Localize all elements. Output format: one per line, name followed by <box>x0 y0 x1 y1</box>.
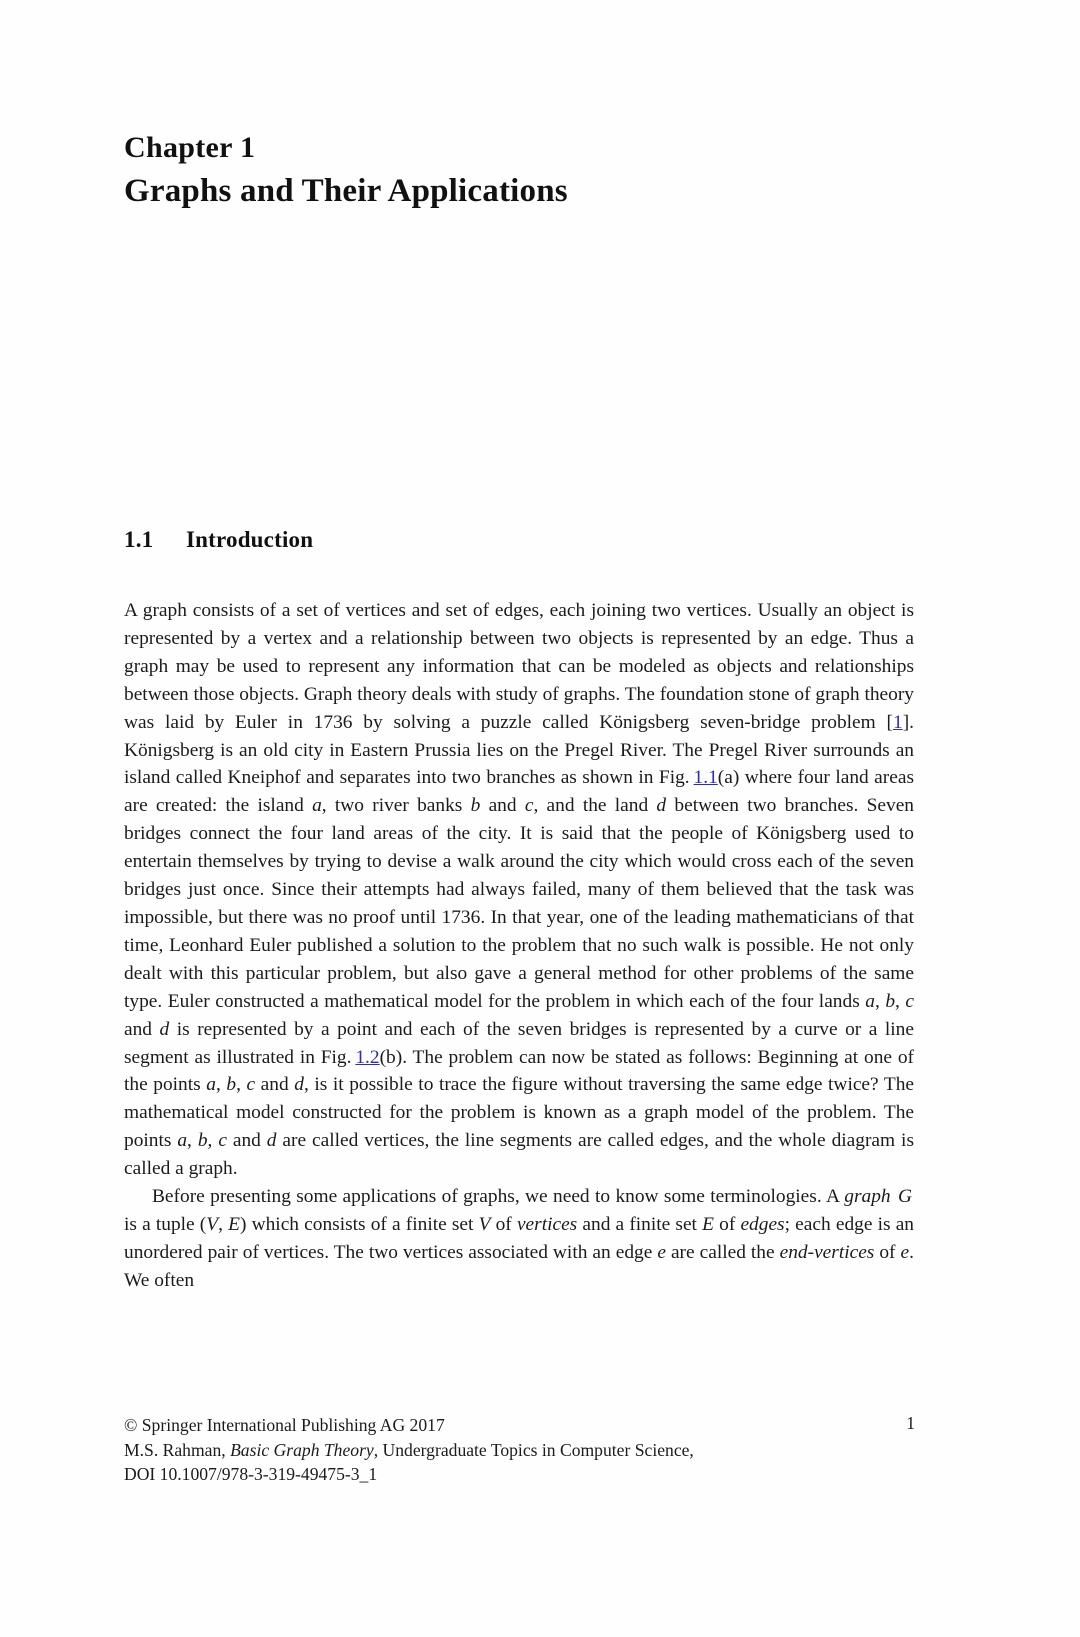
math-var-b-3: b <box>226 1074 237 1096</box>
math-var-a-4: a <box>177 1130 188 1152</box>
math-var-d-3: d <box>294 1074 304 1096</box>
para1-segment-3: (a) where four land areas are created: the island <box>124 767 914 817</box>
para1-segment-6: , and the land <box>533 795 657 817</box>
para1-segment-10: and <box>124 1018 160 1040</box>
math-var-b-2: b <box>885 990 896 1012</box>
chapter-heading <box>124 128 924 212</box>
para1-segment-9: , <box>895 990 906 1012</box>
page-footer <box>124 1413 914 1487</box>
page-number: 1 <box>906 1413 915 1433</box>
para1-segment-14: , <box>236 1074 247 1096</box>
para2-segment-12: . We often <box>124 1241 914 1291</box>
math-var-c-3: c <box>246 1074 256 1096</box>
para1-segment-17: , <box>187 1130 198 1152</box>
section-title: Introduction <box>186 527 314 552</box>
chapter-number: Chapter 1 <box>124 131 256 164</box>
math-var-G: G <box>897 1186 912 1208</box>
para1-segment-5: and <box>480 795 525 817</box>
term-end-vertices: end-vertices <box>779 1241 875 1263</box>
para1-segment-13: , <box>215 1074 227 1096</box>
para2-segment-8: of <box>713 1213 741 1235</box>
math-var-E-2: E <box>702 1213 714 1235</box>
math-var-d-2: d <box>159 1018 170 1040</box>
para2-segment-6: of <box>490 1213 517 1235</box>
para2-segment-4: , <box>218 1213 229 1235</box>
footer-copyright: © Springer International Publishing AG 2017 <box>124 1415 445 1435</box>
para2-segment-9: ; each edge is an unordered pair of vertices. The two vertices associated with an edge <box>124 1213 914 1263</box>
math-var-d-4: d <box>266 1130 277 1152</box>
footer-citation <box>124 1438 914 1463</box>
paragraph-terminology <box>124 1183 914 1295</box>
para2-segment-2 <box>891 1186 896 1207</box>
footer-citation-series: , Undergraduate Topics in Computer Science, <box>373 1439 694 1460</box>
footer-citation-title: Basic Graph Theory <box>230 1439 374 1460</box>
footer-citation-author: M.S. Rahman, <box>124 1439 231 1460</box>
math-var-e-2: e <box>900 1241 910 1263</box>
term-graph: graph <box>844 1186 891 1208</box>
math-var-E: E <box>228 1213 240 1235</box>
para2-segment-10: are called the <box>665 1241 780 1263</box>
math-var-V: V <box>206 1213 219 1235</box>
math-var-a: a <box>312 795 322 817</box>
section-number: 1.1 <box>124 527 154 552</box>
figure-link-1-1[interactable]: 1.1 <box>693 767 718 789</box>
term-vertices: vertices <box>516 1213 578 1235</box>
footer-doi: DOI 10.1007/978-3-319-49475-3_1 <box>124 1464 378 1485</box>
paragraph-introduction <box>124 597 914 1183</box>
math-var-e: e <box>657 1241 666 1263</box>
math-var-a-2: a <box>865 990 875 1012</box>
citation-link-1[interactable]: 1 <box>892 711 903 733</box>
chapter-title: Graphs and Their Applications <box>124 172 568 209</box>
para1-segment-4: , two river banks <box>321 795 471 817</box>
para1-segment-11: is represented by a point and each of the seven bridges is represented by a curve or a line segment as illustrated in Fig. <box>124 1018 914 1068</box>
para1-segment-8: , <box>874 990 886 1012</box>
math-var-b-4: b <box>197 1130 208 1152</box>
para1-segment-16: , is it possible to trace the figure without traversing the same edge twice? The mathematical model constructed for the problem is known as a graph model of the problem. The points <box>124 1074 915 1152</box>
term-edges: edges <box>740 1213 785 1235</box>
para1-segment-15: and <box>255 1074 295 1096</box>
para2-segment-11: of <box>874 1241 901 1263</box>
para1-segment-20: are called vertices, the line segments are called edges, and the whole diagram is called a graph. <box>124 1130 914 1180</box>
math-var-c: c <box>524 795 534 817</box>
para2-segment-7: and a finite set <box>577 1213 703 1235</box>
figure-link-1-2[interactable]: 1.2 <box>355 1046 380 1068</box>
math-var-c-2: c <box>905 990 914 1012</box>
math-var-b: b <box>470 795 481 817</box>
math-var-a-3: a <box>206 1074 216 1096</box>
para1-segment-1: A graph consists of a set of vertices and set of edges, each joining two vertices. Usually an object is represented by a vertex and a relationship between two objects is represented by an edge. Thus a graph may be used to represent any information that can be modeled as objects and relationships between those objects. Graph theory deals with study of graphs. The foundation stone of graph theory was laid by Euler in 1736 by solving a puzzle called Königsberg seven-bridge problem [ <box>124 600 914 733</box>
section-heading <box>124 527 313 553</box>
para2-segment-5: ) which consists of a finite set <box>239 1213 479 1235</box>
para1-segment-12: (b). The problem can now be stated as follows: Beginning at one of the points <box>124 1046 914 1096</box>
para1-segment-2: ]. Königsberg is an old city in Eastern Prussia lies on the Pregel River. The Pregel River surrounds an island called Kneiphof and separates into two branches as shown in Fig. <box>124 711 914 789</box>
para1-segment-18: , <box>207 1130 219 1152</box>
math-var-d: d <box>656 795 667 817</box>
para2-segment-1: Before presenting some applications of graphs, we need to know some terminologies. A <box>152 1186 845 1208</box>
para1-segment-7: between two branches. Seven bridges connect the four land areas of the city. It is said that the people of Königsberg used to entertain themselves by trying to devise a walk around the city which would cross each of the seven bridges just once. Since their attempts had always failed, many of them believed that the task was impossible, but there was no proof until 1736. In that year, one of the leading mathematicians of that time, Leonhard Euler published a solution to the problem that no such walk is possible. He not only dealt with this particular problem, but also gave a general method for other problems of the same type. Euler constructed a mathematical model for the problem in which each of the four lands <box>124 795 914 1012</box>
para2-segment-3: is a tuple ( <box>124 1213 207 1235</box>
math-var-V-2: V <box>478 1213 491 1235</box>
body-text-column <box>124 597 914 1295</box>
math-var-c-4: c <box>218 1130 227 1152</box>
para1-segment-19: and <box>226 1130 267 1152</box>
